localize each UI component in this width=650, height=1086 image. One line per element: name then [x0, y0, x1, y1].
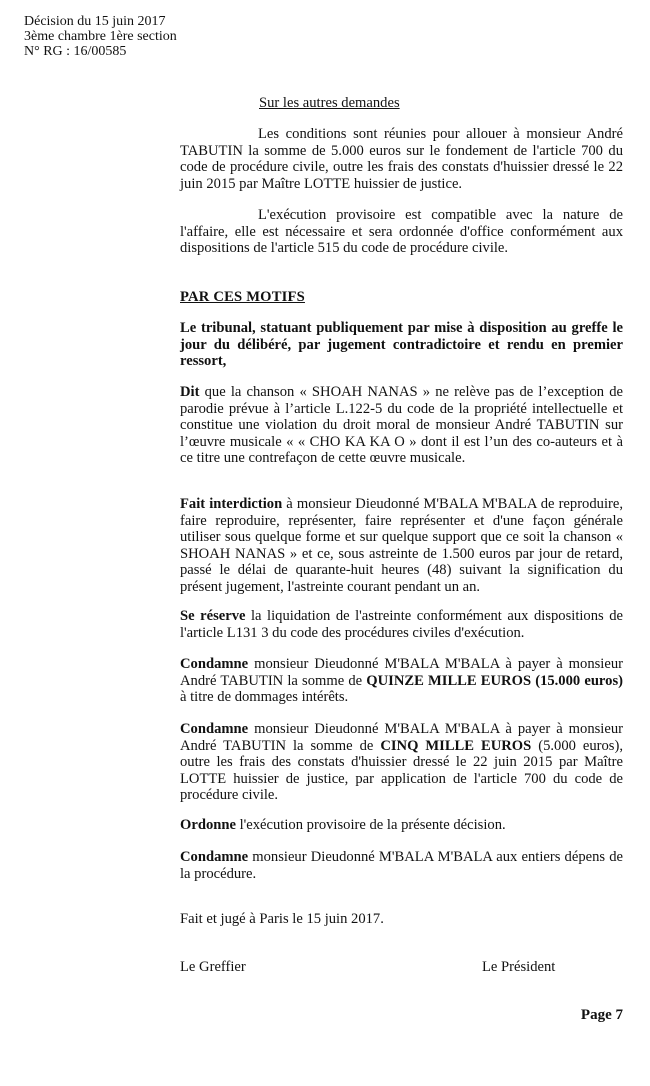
dispositif-reserve	[180, 608, 623, 641]
motifs-title: PAR CES MOTIFS	[180, 289, 305, 305]
dispositif-condamne-article-700	[180, 721, 623, 804]
reserve-text: la liquidation de l'astreinte conformément aux dispositions de l'article L131 3 du code des procédures civiles d'exécution.	[180, 608, 623, 641]
dispositif-ordonne	[180, 817, 623, 834]
dit-label: Dit	[180, 384, 200, 400]
condamne-tail-2: (5.000 euros), outre les frais des constats d'huissier dressé le 22 juin 2015 par Maître LOTTE huissier de justice, par application de l'article 700 du code de procédure civile.	[180, 737, 623, 803]
reserve-label: Se réserve	[180, 608, 246, 624]
interdiction-text: à monsieur Dieudonné M'BALA M'BALA de reproduire, faire reproduire, représenter, faire représenter et d'une façon générale utiliser sous quelque forme et sur quelque support que ce soit la chanson « SHOAH NANAS » et ce, sous astreinte de 1.500 euros par jour de retard, passé le délai de quarante-huit heures (48) suivant la signification du présent jugement, l'astreinte courant pendant un an.	[180, 496, 623, 595]
condamne-tail-1: à titre de dommages intérêts.	[180, 689, 349, 705]
page-number: Page 7	[580, 1007, 623, 1023]
condamne-amount-1: QUINZE MILLE EUROS (15.000 euros)	[366, 672, 623, 689]
dispositif-condamne-depens	[180, 849, 623, 882]
dispositif-dit	[180, 384, 623, 467]
dispositif-interdiction	[180, 496, 623, 595]
place-and-date: Fait et jugé à Paris le 15 juin 2017.	[180, 911, 384, 927]
section-heading-other-requests: Sur les autres demandes	[259, 95, 400, 111]
rg-number: N° RG : 16/00585	[24, 44, 127, 59]
ordonne-text: l'exécution provisoire de la présente décision.	[235, 817, 506, 833]
paragraph-article-700: Les conditions sont réunies pour allouer à monsieur André TABUTIN la somme de 5.000 euros sur le fondement de l'article 700 du code de procédure civile, outre les frais des constats d'huissier dressé le 22 juin 2015 par Maître LOTTE huissier de justice.	[180, 126, 623, 192]
chamber-label: 3ème chambre 1ère section	[24, 29, 177, 44]
condamne-label-3: Condamne	[180, 849, 249, 865]
dispositif-condamne-dommages	[180, 656, 623, 706]
condamne-amount-2: CINQ MILLE EUROS	[380, 737, 532, 754]
tribunal-intro: Le tribunal, statuant publiquement par mise à disposition au greffe le jour du délibéré, par jugement contradictoire et rendu en premier ressort,	[180, 320, 623, 369]
dit-text: que la chanson « SHOAH NANAS » ne relève pas de l’exception de parodie prévue à l’article L.122-5 du code de la propriété intellectuelle et constitue une violation du droit moral de monsieur André TABUTIN sur l’œuvre musicale « « CHO KA KA O » dont il est l’un des co-auteurs et à ce titre une contrefaçon de cette œuvre musicale.	[180, 384, 623, 466]
decision-date: Décision du 15 juin 2017	[24, 14, 166, 29]
condamne-text-3: monsieur Dieudonné M'BALA M'BALA aux entiers dépens de la procédure.	[180, 849, 623, 882]
signature-greffier: Le Greffier	[180, 959, 246, 975]
signature-president: Le Président	[482, 959, 556, 975]
ordonne-label: Ordonne	[180, 817, 236, 833]
condamne-label-1: Condamne	[180, 656, 249, 672]
condamne-text-2: monsieur Dieudonné M'BALA M'BALA à payer à monsieur André TABUTIN la somme de	[180, 721, 623, 754]
condamne-text-1: monsieur Dieudonné M'BALA M'BALA à payer à monsieur André TABUTIN la somme de	[180, 656, 623, 689]
condamne-label-2: Condamne	[180, 721, 249, 737]
interdiction-label: Fait interdiction	[180, 496, 283, 512]
case-header	[24, 14, 177, 59]
paragraph-provisional-execution: L'exécution provisoire est compatible avec la nature de l'affaire, elle est nécessaire et sera ordonnée d'office conformément aux dispositions de l'article 515 du code de procédure civile.	[180, 207, 623, 256]
